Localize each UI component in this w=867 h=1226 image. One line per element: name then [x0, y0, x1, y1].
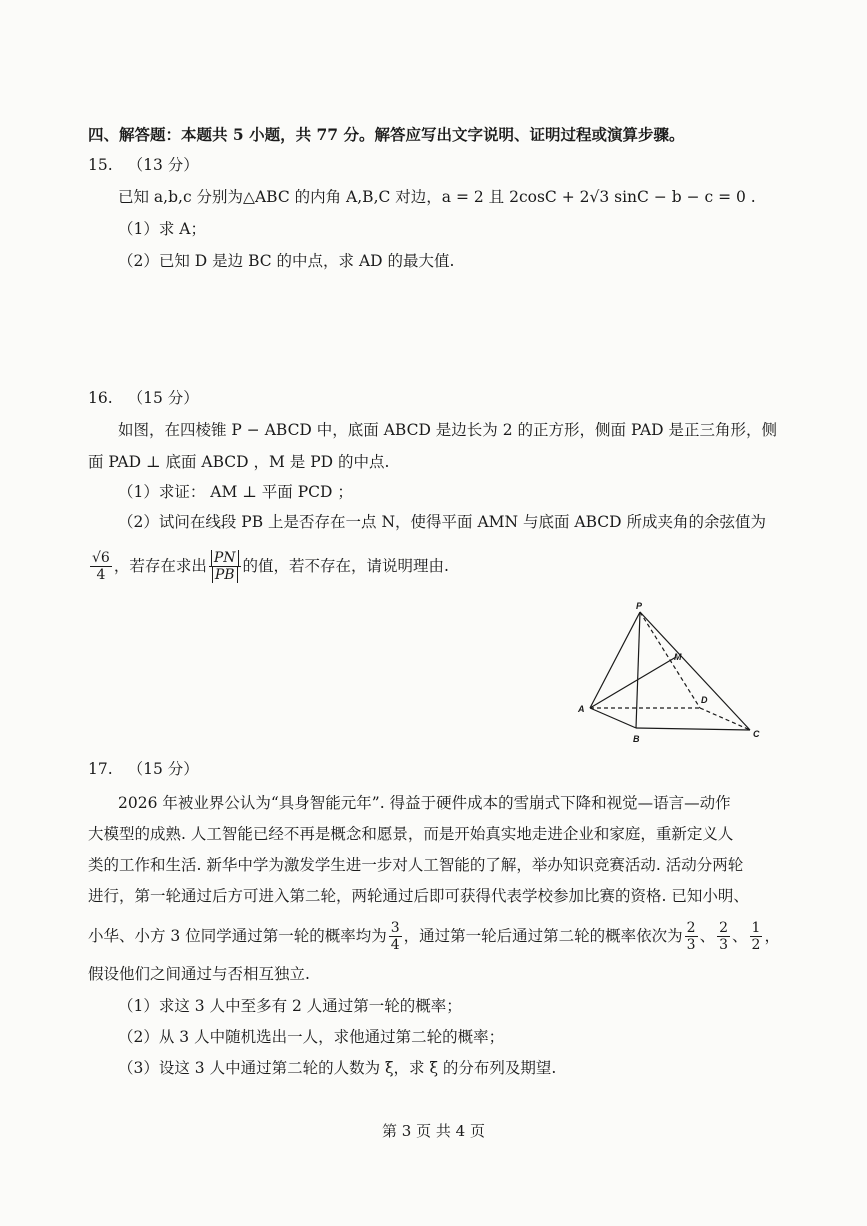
pyramid-figure [570, 600, 770, 750]
q15-score: （13 分） [127, 156, 199, 174]
ratio-fraction [209, 550, 241, 583]
q17-line5-end: ， [764, 927, 780, 945]
cos-fraction-den: 4 [96, 566, 106, 583]
p4-den: 2 [751, 936, 761, 953]
sep-1: 、 [699, 927, 716, 945]
q15-stem: 已知 a,b,c 分别为△ABC 的内角 A,B,C 对边，a = 2 且 2cosC + 2√3 sinC − b − c = 0 . [118, 188, 756, 206]
q17-score: （15 分） [127, 760, 199, 778]
q17-line5-a: 小华、小方 3 位同学通过第一轮的概率均为 [88, 927, 387, 945]
q16-part2-mid: ，若存在求出 [113, 557, 207, 575]
edge-AB [590, 708, 636, 728]
p2-den: 3 [686, 936, 696, 953]
page-footer: 第 3 页 共 4 页 [382, 1122, 485, 1140]
q16-stem-line2: 面 PAD ⊥ 底面 ABCD ，M 是 PD 的中点. [88, 453, 390, 471]
p3-num: 2 [719, 919, 729, 936]
q16-part2-tail: 的值，若不存在，请说明理由. [242, 557, 449, 575]
p2-num: 2 [686, 919, 696, 936]
q16-number-text: 16. [88, 389, 113, 407]
q17-number [88, 758, 199, 780]
q17-line6: 假设他们之间通过与否相互独立. [88, 965, 310, 983]
cos-fraction-num: √6 [92, 549, 110, 566]
p4-num: 1 [751, 919, 761, 936]
p3-fraction [717, 920, 730, 953]
q16-number [88, 387, 199, 409]
label-A: A [578, 704, 585, 714]
p2-fraction [685, 920, 698, 953]
p4-fraction [750, 920, 763, 953]
q15-number [88, 154, 199, 176]
q16-part1: （1）求证： AM ⊥ 平面 PCD ； [118, 483, 353, 501]
q16-part2-line2 [88, 544, 449, 588]
q17-line2: 大模型的成熟. 人工智能已经不再是概念和愿景，而是开始真实地走进企业和家庭，重新定义人 [88, 825, 734, 843]
q17-line4: 进行，第一轮通过后方可进入第二轮，两轮通过后即可获得代表学校参加比赛的资格. 已知小明、 [88, 887, 749, 905]
label-P: P [636, 601, 643, 611]
p1-fraction [389, 920, 402, 953]
edge-PC [640, 612, 750, 730]
label-B: B [633, 734, 640, 744]
q16-stem-line1: 如图，在四棱锥 P − ABCD 中，底面 ABCD 是边长为 2 的正方形，侧面 PAD 是正三角形，侧 [118, 421, 777, 439]
ratio-num-text: PN [211, 550, 239, 566]
q16-score: （15 分） [127, 389, 199, 407]
ratio-fraction-den [210, 567, 240, 583]
q17-line5 [88, 914, 780, 958]
p1-num: 3 [390, 919, 400, 936]
edge-PD [640, 612, 700, 708]
q15-number-text: 15. [88, 156, 113, 174]
q15-part2: （2）已知 D 是边 BC 的中点，求 AD 的最大值. [118, 252, 455, 270]
label-M: M [674, 652, 682, 662]
q16-part2-line1: （2）试问在线段 PB 上是否存在一点 N，使得平面 AMN 与底面 ABCD 所成夹角的余弦值为 [118, 513, 767, 531]
p1-den: 4 [390, 936, 400, 953]
q17-line5-b: ，通过第一轮后通过第二轮的概率依次为 [403, 927, 683, 945]
p3-den: 3 [719, 936, 729, 953]
section-header: 四、解答题：本题共 5 小题，共 77 分。解答应写出文字说明、证明过程或演算步骤。 [88, 125, 685, 144]
q17-line1: 2026 年被业界公认为“具身智能元年”. 得益于硬件成本的雪崩式下降和视觉—语言—动作 [118, 794, 731, 812]
label-D: D [701, 695, 708, 705]
cos-fraction [90, 550, 112, 583]
q17-part3: （3）设这 3 人中通过第二轮的人数为 ξ，求 ξ 的分布列及期望. [118, 1059, 557, 1077]
q17-line3: 类的工作和生活. 新华中学为激发学生进一步对人工智能的了解，举办知识竞赛活动. 活动分两轮 [88, 856, 744, 874]
q15-part1: （1）求 A； [118, 220, 206, 238]
edge-DC [700, 708, 750, 730]
edge-PB [636, 612, 640, 728]
ratio-den-text: PB [212, 567, 238, 583]
sep-2: 、 [732, 927, 748, 945]
edge-BC [636, 728, 750, 730]
q17-part1: （1）求这 3 人中至多有 2 人通过第一轮的概率； [118, 997, 462, 1015]
ratio-fraction-num [209, 550, 241, 567]
label-C: C [753, 729, 760, 739]
q17-number-text: 17. [88, 760, 113, 778]
q17-part2: （2）从 3 人中随机选出一人，求他通过第二轮的概率； [118, 1028, 505, 1046]
